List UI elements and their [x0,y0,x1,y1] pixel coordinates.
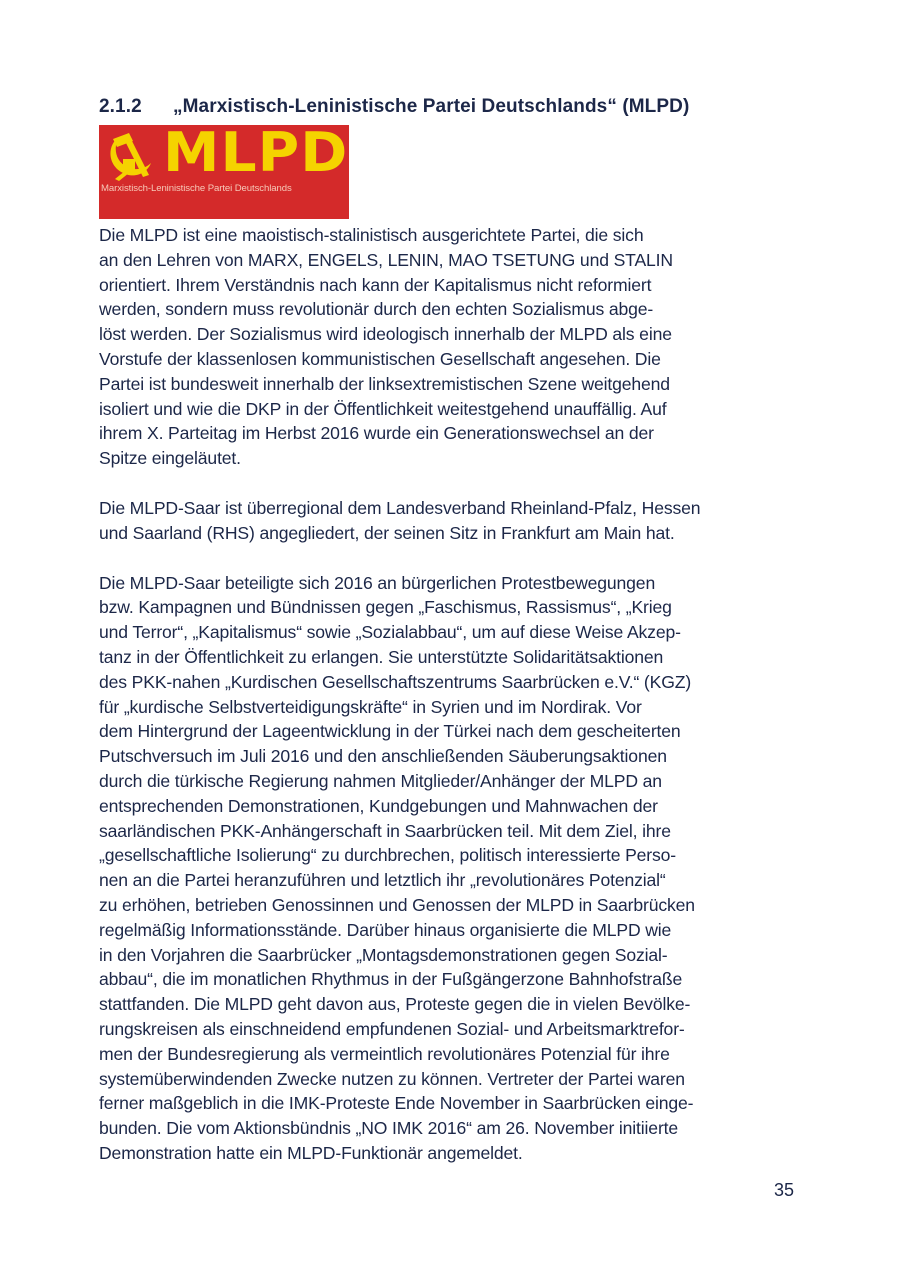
text-line: nen an die Partei heranzuführen und letztlich ihr „revolutionäres Potenzial“ [99,870,666,891]
text-line: dem Hintergrund der Lageentwicklung in der Türkei nach dem gescheiterten [99,721,681,742]
text-line: Die MLPD-Saar beteiligte sich 2016 an bürgerlichen Protestbewegungen [99,572,656,593]
text-line: orientiert. Ihrem Verständnis nach kann der Kapitalismus nicht reformiert [99,274,652,295]
page-number: 35 [774,1180,795,1200]
section-number: 2.1.2 [99,96,142,117]
text-line: bunden. Die vom Aktionsbündnis „NO IMK 2016“ am 26. November initiierte [99,1118,679,1139]
text-line: ferner maßgeblich in die IMK-Proteste Ende November in Saarbrücken einge- [99,1093,694,1114]
logo-wordmark: MLPD [163,125,349,184]
text-line: Die MLPD ist eine maoistisch-stalinistisch ausgerichtete Partei, die sich [99,225,644,245]
section-heading [99,94,811,120]
hammer-and-sickle-icon [105,129,157,181]
text-line: und Saarland (RHS) angegliedert, der seinen Sitz in Frankfurt am Main hat. [99,522,675,543]
text-line: und Terror“, „Kapitalismus“ sowie „Sozialabbau“, um auf diese Weise Akzep- [99,622,681,643]
text-line: löst werden. Der Sozialismus wird ideologisch innerhalb der MLPD als eine [99,324,672,345]
mlpd-logo [99,125,349,219]
text-line: men der Bundesregierung als vermeintlich revolutionäres Potenzial für ihre [99,1043,670,1064]
text-line: werden, sondern muss revolutionär durch den echten Sozialismus abge- [99,299,654,320]
text-line: stattfanden. Die MLPD geht davon aus, Proteste gegen die in vielen Bevölke- [99,994,691,1015]
text-line: entsprechenden Demonstrationen, Kundgebungen und Mahnwachen der [99,795,658,816]
paragraph-3 [99,571,811,1166]
text-line: bzw. Kampagnen und Bündnissen gegen „Faschismus, Rassismus“, „Krieg [99,597,672,618]
paragraph-1 [99,223,811,471]
text-line: Die MLPD-Saar ist überregional dem Landesverband Rheinland-Pfalz, Hessen [99,497,701,518]
text-line: Spitze eingeläutet. [99,448,241,469]
text-line: Vorstufe der klassenlosen kommunistischen Gesellschaft angesehen. Die [99,348,661,369]
text-line: Putschversuch im Juli 2016 und den anschließenden Säuberungsaktionen [99,746,667,767]
text-line: „gesellschaftliche Isolierung“ zu durchbrechen, politisch interessierte Perso- [99,845,676,866]
text-line: an den Lehren von MARX, ENGELS, LENIN, MAO TSETUNG und STALIN [99,249,673,270]
text-line: durch die türkische Regierung nahmen Mitglieder/Anhänger der MLPD an [99,770,662,791]
text-line: rungskreisen als einschneidend empfundenen Sozial- und Arbeitsmarktrefor- [99,1018,685,1039]
paragraph-2 [99,496,811,546]
text-line: ihrem X. Parteitag im Herbst 2016 wurde ein Generationswechsel an der [99,423,654,444]
text-line: Demonstration hatte ein MLPD-Funktionär angemeldet. [99,1142,523,1163]
text-line: regelmäßig Informationsstände. Darüber hinaus organisierte die MLPD wie [99,919,672,940]
text-line: tanz in der Öffentlichkeit zu erlangen. Sie unterstützte Solidaritätsaktionen [99,646,664,667]
text-line: systemüberwindenden Zwecke nutzen zu können. Vertreter der Partei waren [99,1068,685,1089]
text-line: für „kurdische Selbstverteidigungskräfte“ in Syrien und im Nordirak. Vor [99,696,642,717]
document-page [99,94,811,1166]
text-line: isoliert und wie die DKP in der Öffentlichkeit weitestgehend unauffällig. Auf [99,398,667,419]
text-line: saarländischen PKK-Anhängerschaft in Saarbrücken teil. Mit dem Ziel, ihre [99,820,671,841]
text-line: zu erhöhen, betrieben Genossinnen und Genossen der MLPD in Saarbrücken [99,894,695,915]
logo-subtitle: Marxistisch-Leninistische Partei Deutschlands [101,183,292,194]
text-line: in den Vorjahren die Saarbrücker „Montagsdemonstrationen gegen Sozial- [99,944,668,965]
text-line: des PKK-nahen „Kurdischen Gesellschaftszentrums Saarbrücken e.V.“ (KGZ) [99,671,692,692]
text-line: abbau“, die im monatlichen Rhythmus in der Fußgängerzone Bahnhofstraße [99,969,683,990]
text-line: Partei ist bundesweit innerhalb der linksextremistischen Szene weitgehend [99,373,670,394]
section-title: „Marxistisch-Leninistische Partei Deutschlands“ (MLPD) [173,96,690,117]
